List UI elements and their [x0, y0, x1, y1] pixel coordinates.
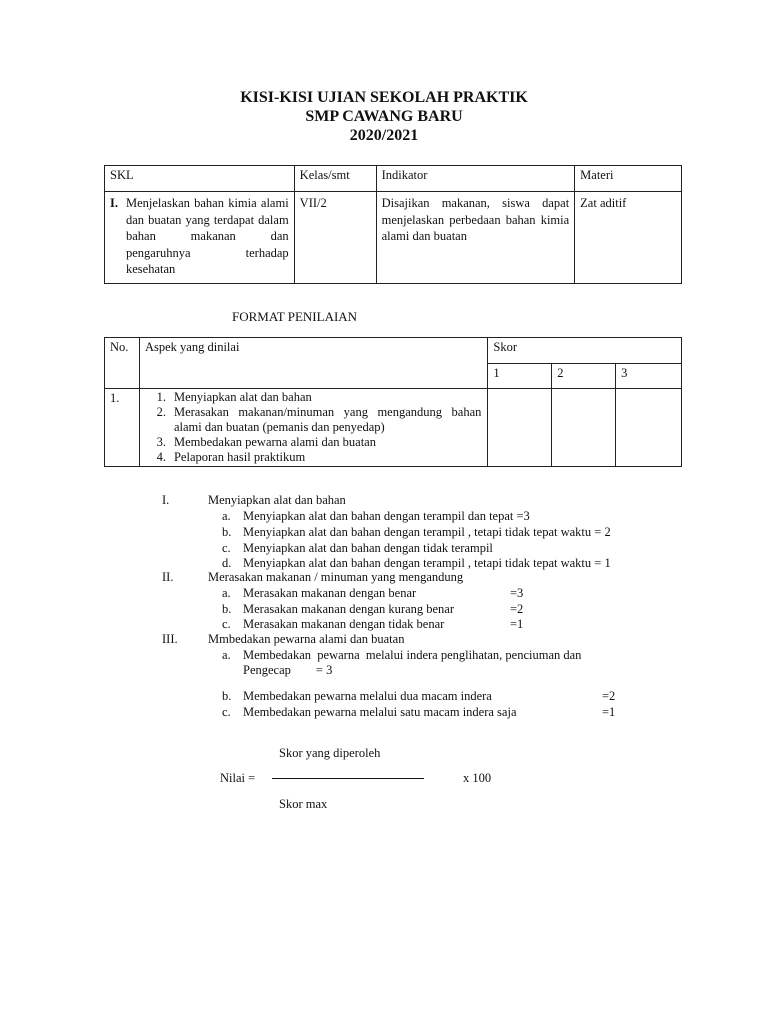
s2-item-b-label: b. — [222, 602, 232, 616]
criteria-section-1 — [0, 493, 768, 573]
s3-item-a-line2: Pengecap = 3 — [243, 663, 333, 677]
header-indikator: Indikator — [376, 166, 575, 192]
formula-multiplier: x 100 — [463, 771, 492, 785]
cell-indikator: Disajikan makanan, siswa dapat menjelaskan perbedaan bahan kimia alami dan buatan — [376, 192, 575, 284]
cell-skl — [105, 192, 295, 284]
s2-item-a-score: =3 — [510, 586, 524, 600]
row-no: 1. — [105, 389, 140, 467]
score-cell-2 — [552, 389, 616, 467]
s2-item-c-label: c. — [222, 617, 231, 631]
s1-item-a: Menyiapkan alat dan bahan dengan terampil dan tepat =3 — [243, 509, 530, 523]
s1-item-d-label: d. — [222, 556, 232, 570]
fraction-line — [272, 778, 424, 779]
criteria-section-2 — [0, 570, 768, 634]
header-kelas: Kelas/smt — [294, 166, 376, 192]
cell-materi: Zat aditif — [575, 192, 682, 284]
header-skor-2: 2 — [552, 364, 616, 389]
aspect-item: 3. Membedakan pewarna alami dan buatan — [156, 435, 376, 449]
s2-item-a-label: a. — [222, 586, 231, 600]
skl-text: Menjelaskan bahan kimia alami dan buatan yang terdapat dalam bahan makanan dan pengaruhnya terhadap kesehatan — [126, 196, 289, 276]
s1-item-c: Menyiapkan alat dan bahan dengan tidak terampil — [243, 541, 493, 555]
s1-item-b: Menyiapkan alat dan bahan dengan terampil , tetapi tidak tepat waktu = 2 — [243, 525, 611, 539]
s2-item-c: Merasakan makanan dengan tidak benar — [243, 617, 445, 631]
section-2-title: Merasakan makanan / minuman yang mengandung — [208, 570, 464, 584]
header-no: No. — [105, 338, 140, 389]
s2-item-a: Merasakan makanan dengan benar — [243, 586, 417, 600]
section-1-roman: I. — [162, 493, 170, 507]
aspect-item: 1. Menyiapkan alat dan bahan — [156, 390, 312, 404]
formula-numerator: Skor yang diperoleh — [279, 746, 381, 760]
cell-kelas: VII/2 — [294, 192, 376, 284]
section-3-roman: III. — [162, 632, 178, 646]
score-cell-3 — [616, 389, 682, 467]
s1-item-b-label: b. — [222, 525, 232, 539]
section-1-title: Menyiapkan alat dan bahan — [208, 493, 346, 507]
s3-item-b-label: b. — [222, 689, 232, 703]
criteria-section-3 — [0, 632, 768, 722]
aspect-list — [144, 390, 481, 465]
header-materi: Materi — [575, 166, 682, 192]
s3-item-a-label: a. — [222, 648, 231, 662]
s3-item-b: Membedakan pewarna melalui dua macam indera — [243, 689, 492, 703]
s3-item-a-line1: Membedakan pewarna melalui indera penglihatan, penciuman dan — [243, 648, 582, 662]
s1-item-d: Menyiapkan alat dan bahan dengan terampil , tetapi tidak tepat waktu = 1 — [243, 556, 611, 570]
aspect-cell — [139, 389, 487, 467]
header-skor: Skor — [488, 338, 682, 364]
school-year: 2020/2021 — [349, 127, 419, 144]
s1-item-c-label: c. — [222, 541, 231, 555]
aspect-item: 4. Pelaporan hasil praktikum — [156, 450, 306, 464]
section-3-title: Mmbedakan pewarna alami dan buatan — [208, 632, 405, 646]
kisi-table — [104, 165, 682, 284]
formula-label: Nilai = — [220, 771, 256, 785]
section-2-roman: II. — [162, 570, 174, 584]
s3-item-c: Membedakan pewarna melalui satu macam indera saja — [243, 705, 517, 719]
header-skl: SKL — [105, 166, 295, 192]
s2-item-c-score: =1 — [510, 617, 524, 631]
header-aspek: Aspek yang dinilai — [139, 338, 487, 389]
skl-number: I. — [110, 196, 118, 210]
header-skor-1: 1 — [488, 364, 552, 389]
formula-denominator: Skor max — [279, 797, 328, 811]
format-penilaian-title: FORMAT PENILAIAN — [232, 309, 358, 324]
school-name: SMP CAWANG BARU — [305, 108, 463, 125]
doc-title: KISI-KISI UJIAN SEKOLAH PRAKTIK — [240, 89, 528, 106]
s3-item-c-label: c. — [222, 705, 231, 719]
s1-item-a-label: a. — [222, 509, 231, 523]
header-skor-3: 3 — [616, 364, 682, 389]
score-cell-1 — [488, 389, 552, 467]
s2-item-b-score: =2 — [510, 602, 524, 616]
s3-item-c-score: =1 — [602, 705, 616, 719]
aspect-item: 2. Merasakan makanan/minuman yang mengandung bahan alami dan buatan (pemanis dan penyedap) — [156, 405, 482, 434]
s2-item-b: Merasakan makanan dengan kurang benar — [243, 602, 455, 616]
s3-item-b-score: =2 — [602, 689, 616, 703]
penilaian-table — [104, 337, 682, 467]
